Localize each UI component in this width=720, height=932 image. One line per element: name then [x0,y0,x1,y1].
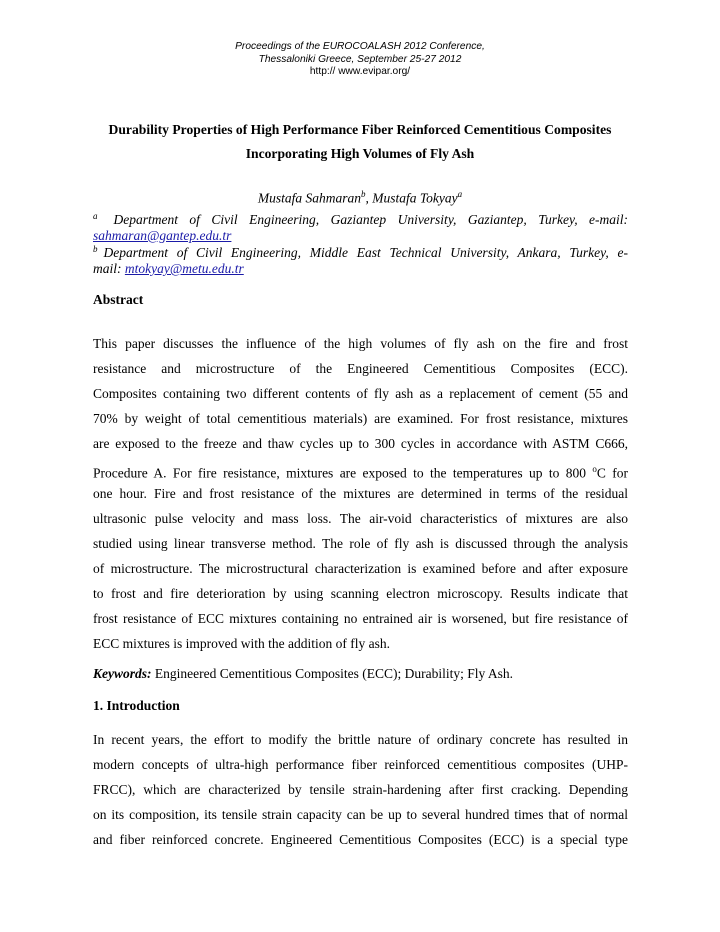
paper-title-line-2: Incorporating High Volumes of Fly Ash [245,146,475,161]
affiliation-b [93,241,628,277]
introduction-line: In recent years, the effort to modify the brittle nature of ordinary concrete has resulted in [93,732,628,747]
abstract-heading: Abstract [93,292,144,307]
keywords-label: Keywords: [93,666,152,681]
author-separator: , [365,190,373,206]
introduction-line: on its composition, its tensile strain capacity can be up to several hundred times that of normal [93,807,628,822]
author-affiliation-mark: a [457,189,463,199]
introduction-line: and fiber reinforced concrete. Engineered Cementitious Composites (ECC) is a special type [93,832,628,847]
proceedings-url[interactable]: http:// www.evipar.org/ [309,66,411,77]
degree-unit: C for [596,465,629,481]
affiliation-mark: a [93,211,98,221]
introduction-line: FRCC), which are characterized by tensile strain-hardening after first cracking. Depending [93,782,628,797]
abstract-line: studied using linear transverse method. The role of fly ash is discussed through the analysis [93,536,628,551]
affiliation-a [93,208,628,244]
abstract-line-last: ECC mixtures is improved with the addition of fly ash. [93,636,390,651]
author-name: Mustafa Tokyay [372,190,458,206]
abstract-line-text: Procedure A. For fire resistance, mixtures are exposed to the temperatures up to 800 [93,465,586,481]
abstract-line: one hour. Fire and frost resistance of the mixtures are determined in terms of the residual [93,486,628,501]
abstract-line: Composites containing two different contents of fly ash as a replacement of cement (55 and [93,386,628,401]
abstract-line: to frost and fire deterioration by using scanning electron microscopy. Results indicate that [93,586,628,601]
keywords-line [93,666,513,682]
abstract-line: resistance and microstructure of the Engineered Cementitious Composites (ECC). [93,361,628,376]
introduction-body [93,732,628,848]
introduction-heading: 1. Introduction [93,698,180,713]
abstract-line: 70% by weight of total cementitious materials) are examined. For frost resistance, mixtures [93,411,628,426]
author-name: Mustafa Sahmaran [257,190,361,206]
affiliation-text: Department of Civil Engineering, Gaziantep University, Gaziantep, Turkey, e-mail: [113,212,628,227]
affiliation-text: Department of Civil Engineering, Middle East Technical University, Ankara, Turkey, e- [103,245,628,260]
proceedings-line-1: Proceedings of the EUROCOALASH 2012 Conference, [235,41,485,52]
degree-superscript: o [592,464,597,474]
email-link[interactable]: mtokyay@metu.edu.tr [124,261,244,276]
abstract-line: ultrasonic pulse velocity and mass loss. The air-void characteristics of mixtures are also [93,511,628,526]
keywords-text: Engineered Cementitious Composites (ECC); Durability; Fly Ash. [151,666,513,681]
abstract-line-with-degree [93,461,629,481]
affiliation-mark: b [93,244,98,254]
abstract-body [93,336,628,652]
abstract-line: This paper discusses the influence of the high volumes of fly ash on the fire and frost [93,336,628,351]
email-prefix: mail: [93,261,125,276]
abstract-line: are exposed to the freeze and thaw cycles up to 300 cycles in accordance with ASTM C666, [93,436,628,451]
abstract-line: frost resistance of ECC mixtures containing no entrained air is worsened, but fire resistance of [93,611,628,626]
paper-title-line-1: Durability Properties of High Performance Fiber Reinforced Cementitious Composites [108,122,612,137]
author-list [0,186,720,207]
abstract-line: of microstructure. The microstructural characterization is examined before and after exposure [93,561,628,576]
author-affiliation-mark: b [361,189,366,199]
introduction-line: modern concepts of ultra-high performance fiber reinforced cementitious composites (UHP- [93,757,628,772]
proceedings-line-2: Thessaloniki Greece, September 25-27 2012 [258,54,462,65]
email-link[interactable]: sahmaran@gantep.edu.tr [93,228,232,243]
